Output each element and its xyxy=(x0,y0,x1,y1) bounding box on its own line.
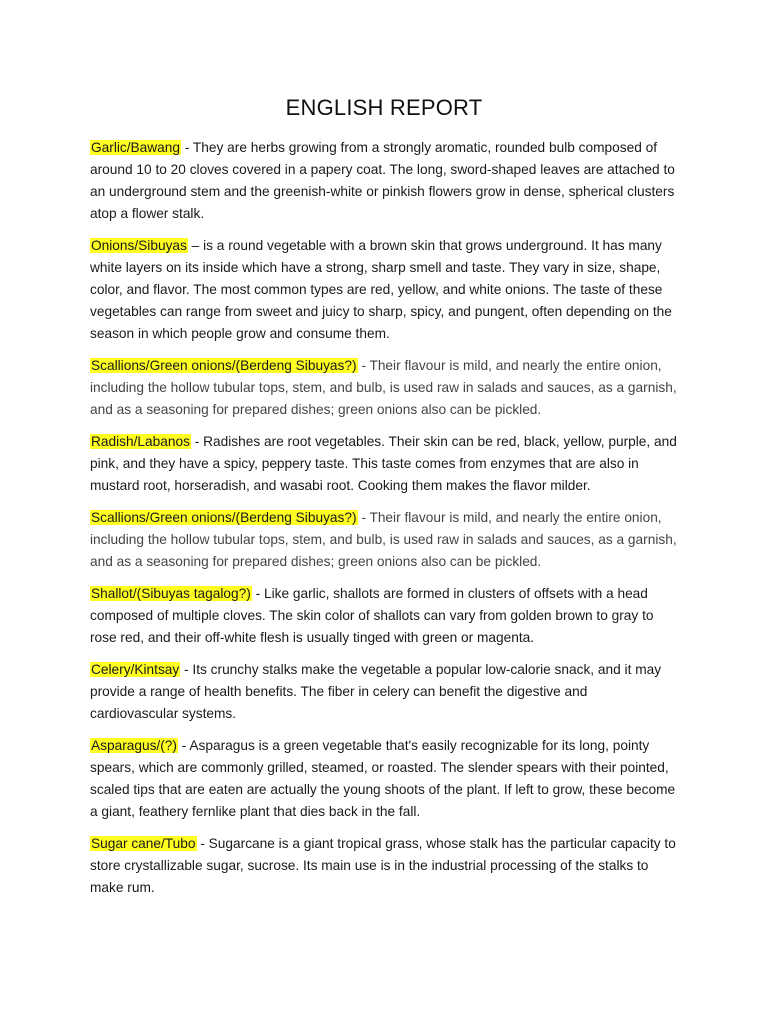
highlighted-term: Scallions/Green onions/(Berdeng Sibuyas?) xyxy=(91,358,357,373)
entry-description: - Sugarcane is a giant tropical grass, whose stalk has the particular capacity to store crystallizable sugar, sucrose. Its main use is in the industrial processing of the stalks to make rum. xyxy=(90,836,676,895)
highlighted-term: Garlic/Bawang xyxy=(91,140,181,155)
entry-description: - Its crunchy stalks make the vegetable a popular low-calorie snack, and it may provide a range of health benefits. The fiber in celery can benefit the digestive and cardiovascular systems. xyxy=(90,662,662,721)
entry-description: - Their flavour is mild, and nearly the entire onion, including the hollow tubular tops, stem, and bulb, is used raw in salads and sauces, as a garnish, and as a seasoning for prepared dishes; green onions also can be pickled. xyxy=(90,510,677,569)
entry-sugar-cane xyxy=(90,833,678,899)
entry-garlic xyxy=(90,137,678,225)
entry-description: – is a round vegetable with a brown skin that grows underground. It has many white layers on its inside which have a strong, sharp smell and taste. They vary in size, shape, color, and flavor. The most common types are red, yellow, and white onions. The taste of these vegetables can range from sweet and juicy to sharp, spicy, and pungent, often depending on the season in which people grow and consume them. xyxy=(90,238,672,341)
entry-description: - They are herbs growing from a strongly aromatic, rounded bulb composed of around 10 to 20 cloves covered in a papery coat. The long, sword-shaped leaves are attached to an underground stem and the greenish-white or pinkish flowers grow in dense, spherical clusters atop a flower stalk. xyxy=(90,140,675,221)
entry-onions xyxy=(90,235,678,345)
highlighted-term: Scallions/Green onions/(Berdeng Sibuyas?) xyxy=(91,510,357,525)
entry-description: - Their flavour is mild, and nearly the entire onion, including the hollow tubular tops, stem, and bulb, is used raw in salads and sauces, as a garnish, and as a seasoning for prepared dishes; green onions also can be pickled. xyxy=(90,358,677,417)
highlighted-term: Sugar cane/Tubo xyxy=(91,836,196,851)
entry-description: - Like garlic, shallots are formed in clusters of offsets with a head composed of multiple cloves. The skin color of shallots can vary from golden brown to gray to rose red, and their off-white flesh is usually tinged with green or magenta. xyxy=(90,586,654,645)
highlighted-term: Celery/Kintsay xyxy=(91,662,180,677)
entry-shallot xyxy=(90,583,678,649)
entry-scallions-repeat xyxy=(90,507,678,573)
entry-asparagus xyxy=(90,735,678,823)
entry-description: - Radishes are root vegetables. Their skin can be red, black, yellow, purple, and pink, and they have a spicy, peppery taste. This taste comes from enzymes that are also in mustard root, horseradish, and wasabi root. Cooking them makes the flavor milder. xyxy=(90,434,677,493)
entry-radish xyxy=(90,431,678,497)
page-title: ENGLISH REPORT xyxy=(285,95,483,120)
highlighted-term: Asparagus/(?) xyxy=(91,738,177,753)
entry-description: - Asparagus is a green vegetable that's easily recognizable for its long, pointy spears, which are commonly grilled, steamed, or roasted. The slender spears with their pointed, scaled tips that are eaten are actually the young shoots of the plant. If left to grow, these become a giant, feathery fernlike plant that dies back in the fall. xyxy=(90,738,676,819)
highlighted-term: Shallot/(Sibuyas tagalog?) xyxy=(91,586,251,601)
entry-celery xyxy=(90,659,678,725)
highlighted-term: Radish/Labanos xyxy=(91,434,190,449)
highlighted-term: Onions/Sibuyas xyxy=(91,238,187,253)
entry-scallions xyxy=(90,355,678,421)
